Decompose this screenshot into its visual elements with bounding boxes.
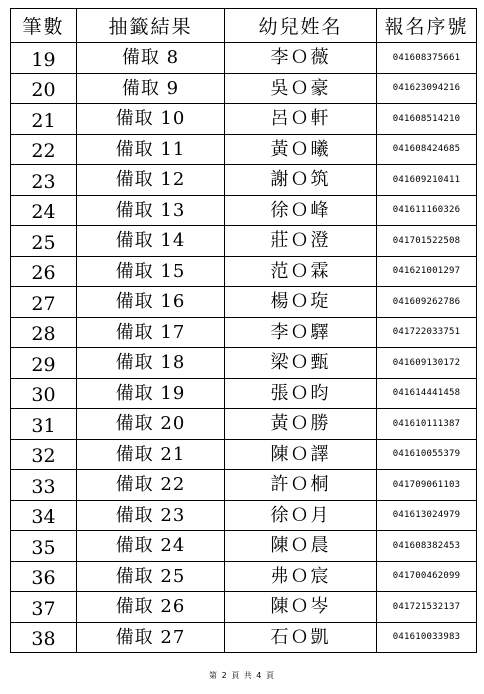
registration-number-cell: 041608424685 <box>377 134 477 165</box>
registration-number-cell: 041608514210 <box>377 104 477 135</box>
lottery-result-cell: 備取 15 <box>77 256 225 287</box>
child-name-cell: 黃Ｏ勝 <box>225 409 377 440</box>
table-row <box>11 592 477 623</box>
registration-number-cell: 041609210411 <box>377 165 477 196</box>
registration-number-cell: 041609130172 <box>377 348 477 379</box>
table-row <box>11 256 477 287</box>
child-name-cell: 弗Ｏ宸 <box>225 561 377 592</box>
lottery-result-cell: 備取 14 <box>77 226 225 257</box>
table-row <box>11 73 477 104</box>
child-name-cell: 張Ｏ昀 <box>225 378 377 409</box>
row-count-cell: 23 <box>11 165 77 196</box>
registration-number-cell: 041614441458 <box>377 378 477 409</box>
registration-number-cell: 041722033751 <box>377 317 477 348</box>
lottery-result-cell: 備取 21 <box>77 439 225 470</box>
child-name-cell: 謝Ｏ筑 <box>225 165 377 196</box>
lottery-result-cell: 備取 24 <box>77 531 225 562</box>
row-count-cell: 33 <box>11 470 77 501</box>
lottery-result-cell: 備取 12 <box>77 165 225 196</box>
row-count-cell: 37 <box>11 592 77 623</box>
child-name-cell: 徐Ｏ月 <box>225 500 377 531</box>
child-name-cell: 吳Ｏ豪 <box>225 73 377 104</box>
child-name-cell: 徐Ｏ峰 <box>225 195 377 226</box>
lottery-result-cell: 備取 20 <box>77 409 225 440</box>
table-row <box>11 226 477 257</box>
table-row <box>11 531 477 562</box>
table-row <box>11 134 477 165</box>
row-count-cell: 35 <box>11 531 77 562</box>
lottery-result-cell: 備取 18 <box>77 348 225 379</box>
child-name-cell: 莊Ｏ澄 <box>225 226 377 257</box>
page-number-footer: 第 2 頁 共 4 頁 <box>209 671 275 680</box>
row-count-cell: 27 <box>11 287 77 318</box>
child-name-cell: 陳Ｏ譯 <box>225 439 377 470</box>
lottery-results-table <box>10 8 477 653</box>
table-row <box>11 165 477 196</box>
row-count-cell: 26 <box>11 256 77 287</box>
row-count-cell: 31 <box>11 409 77 440</box>
lottery-result-cell: 備取 11 <box>77 134 225 165</box>
table-row <box>11 43 477 74</box>
table-row <box>11 348 477 379</box>
registration-number-cell: 041610111387 <box>377 409 477 440</box>
header-lottery-result: 抽籤結果 <box>77 9 225 43</box>
lottery-result-cell: 備取 16 <box>77 287 225 318</box>
table-row <box>11 317 477 348</box>
registration-number-cell: 041611160326 <box>377 195 477 226</box>
registration-number-cell: 041609262786 <box>377 287 477 318</box>
registration-number-cell: 041608382453 <box>377 531 477 562</box>
header-row <box>11 9 477 43</box>
row-count-cell: 20 <box>11 73 77 104</box>
row-count-cell: 19 <box>11 43 77 74</box>
lottery-result-cell: 備取 25 <box>77 561 225 592</box>
row-count-cell: 38 <box>11 622 77 653</box>
table-row <box>11 409 477 440</box>
child-name-cell: 李Ｏ薇 <box>225 43 377 74</box>
registration-number-cell: 041701522508 <box>377 226 477 257</box>
child-name-cell: 呂Ｏ軒 <box>225 104 377 135</box>
row-count-cell: 32 <box>11 439 77 470</box>
table-row <box>11 439 477 470</box>
table-body <box>11 43 477 653</box>
child-name-cell: 黃Ｏ曦 <box>225 134 377 165</box>
lottery-result-cell: 備取 22 <box>77 470 225 501</box>
registration-number-cell: 041613024979 <box>377 500 477 531</box>
registration-number-cell: 041610055379 <box>377 439 477 470</box>
registration-number-cell: 041700462099 <box>377 561 477 592</box>
table-row <box>11 470 477 501</box>
lottery-result-cell: 備取 17 <box>77 317 225 348</box>
registration-number-cell: 041721532137 <box>377 592 477 623</box>
registration-number-cell: 041709061103 <box>377 470 477 501</box>
table-row <box>11 622 477 653</box>
row-count-cell: 25 <box>11 226 77 257</box>
registration-number-cell: 041608375661 <box>377 43 477 74</box>
registration-number-cell: 041610033983 <box>377 622 477 653</box>
header-child-name: 幼兒姓名 <box>225 9 377 43</box>
table-header <box>11 9 477 43</box>
lottery-result-cell: 備取 9 <box>77 73 225 104</box>
child-name-cell: 楊Ｏ琁 <box>225 287 377 318</box>
row-count-cell: 34 <box>11 500 77 531</box>
row-count-cell: 29 <box>11 348 77 379</box>
row-count-cell: 30 <box>11 378 77 409</box>
table-row <box>11 378 477 409</box>
lottery-result-cell: 備取 19 <box>77 378 225 409</box>
row-count-cell: 22 <box>11 134 77 165</box>
lottery-result-cell: 備取 10 <box>77 104 225 135</box>
child-name-cell: 陳Ｏ岑 <box>225 592 377 623</box>
child-name-cell: 陳Ｏ晨 <box>225 531 377 562</box>
lottery-result-cell: 備取 13 <box>77 195 225 226</box>
lottery-result-cell: 備取 8 <box>77 43 225 74</box>
row-count-cell: 24 <box>11 195 77 226</box>
child-name-cell: 梁Ｏ甄 <box>225 348 377 379</box>
lottery-result-cell: 備取 26 <box>77 592 225 623</box>
registration-number-cell: 041621001297 <box>377 256 477 287</box>
child-name-cell: 石Ｏ凱 <box>225 622 377 653</box>
row-count-cell: 36 <box>11 561 77 592</box>
child-name-cell: 范Ｏ霖 <box>225 256 377 287</box>
table-row <box>11 500 477 531</box>
child-name-cell: 李Ｏ驛 <box>225 317 377 348</box>
lottery-result-cell: 備取 27 <box>77 622 225 653</box>
table-row <box>11 561 477 592</box>
registration-number-cell: 041623094216 <box>377 73 477 104</box>
header-registration-number: 報名序號 <box>377 9 477 43</box>
row-count-cell: 21 <box>11 104 77 135</box>
table-row <box>11 104 477 135</box>
lottery-result-cell: 備取 23 <box>77 500 225 531</box>
row-count-cell: 28 <box>11 317 77 348</box>
child-name-cell: 許Ｏ桐 <box>225 470 377 501</box>
header-count: 筆數 <box>11 9 77 43</box>
table-row <box>11 195 477 226</box>
table-row <box>11 287 477 318</box>
